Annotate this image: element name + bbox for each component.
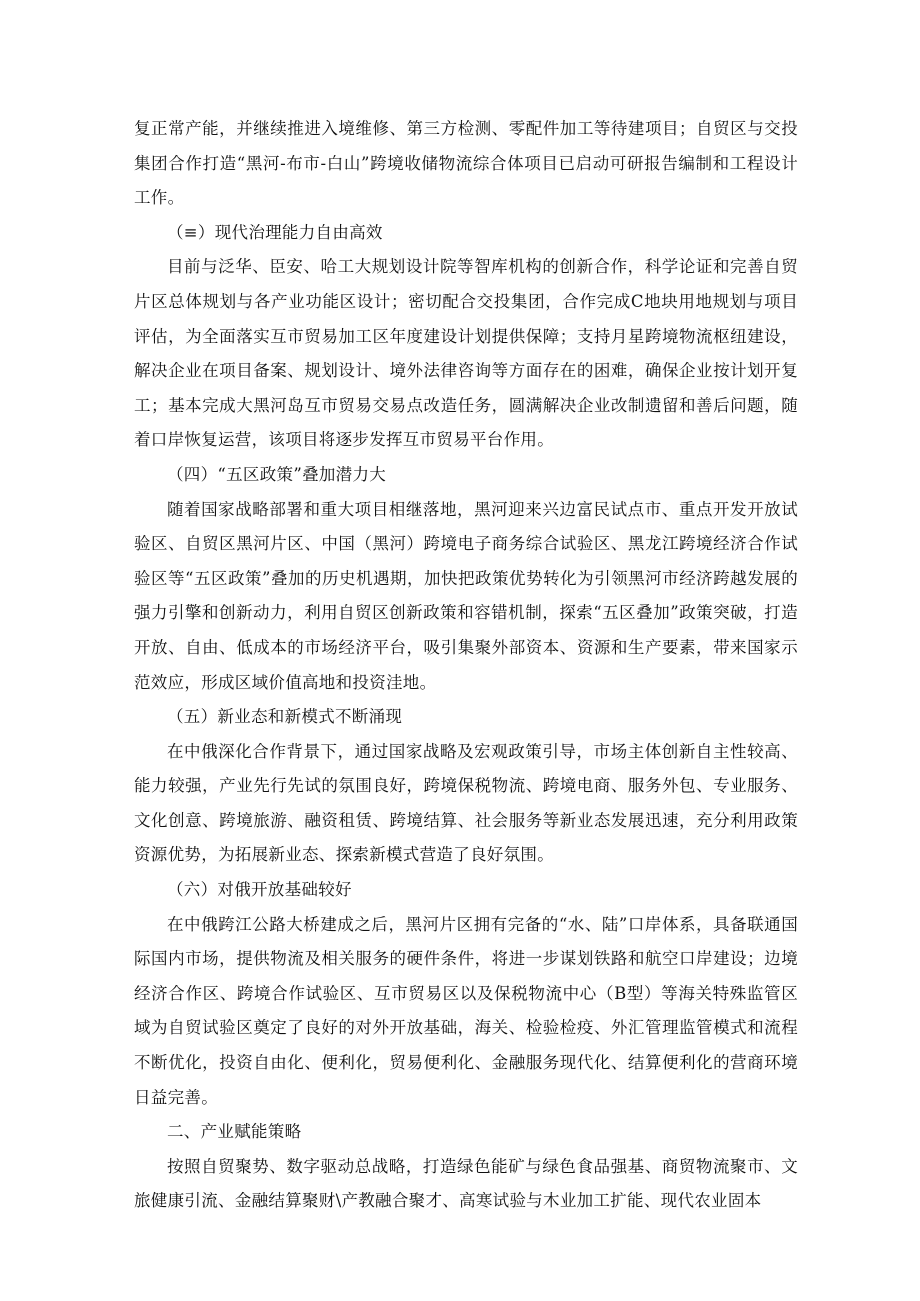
paragraph-continuation: 复正常产能，并继续推进入境维修、第三方检测、零配件加工等待建项目；自贸区与交投集团合作打造“黑河-布市-白山”跨境收储物流综合体项目已启动可研报告编制和工程设计工作。 (134, 119, 798, 208)
paragraph-governance: 目前与泛华、臣安、哈工大规划设计院等智库机构的创新合作，科学论证和完善自贸片区总体规划与各产业功能区设计；密切配合交投集团，合作完成C地块用地规划与项目评估，为全面落实互市贸易加工区年度建设计划提供保障；支持月星跨境物流枢纽建设，解决企业在项目备案、规划设计、境外法律咨询等方面存在的困难，确保企业按计划开复工；基本完成大黑河岛互市贸易交易点改造任务，圆满解决企业改制遗留和善后问题，随着口岸恢复运营，该项目将逐步发挥互市贸易平台作用。 (134, 257, 798, 450)
section-heading-five-zones: （四）“五区政策”叠加潜力大 (167, 464, 387, 484)
section-heading-new-business: （五）新业态和新模式不断涌现 (167, 707, 403, 727)
paragraph-industry-strategy: 按照自贸聚势、数字驱动总战略，打造绿色能矿与绿色食品强基、商贸物流聚市、文旅健康引流、金融结算聚财\产教融合聚才、高寒试验与木业加工扩能、现代农业固本 (134, 1156, 798, 1211)
paragraph-russia-opening: 在中俄跨江公路大桥建成之后，黑河片区拥有完备的“水、陆”口岸体系，具备联通国际国内市场，提供物流及相关服务的硬件条件，将进一步谋划铁路和航空口岸建设；边境经济合作区、跨境合作试验区、互市贸易区以及保税物流中心（B型）等海关特殊监管区域为自贸试验区奠定了良好的对外开放基础，海关、检验检疫、外汇管理监管模式和流程不断优化，投资自由化、便利化，贸易便利化、金融服务现代化、结算便利化的营商环境日益完善。 (134, 914, 798, 1107)
paragraph-five-zones: 随着国家战略部署和重大项目相继落地，黑河迎来兴边富民试点市、重点开发开放试验区、自贸区黑河片区、中国（黑河）跨境电子商务综合试验区、黑龙江跨境经济合作试验区等“五区政策”叠加的历史机遇期，加快把政策优势转化为引领黑河市经济跨越发展的强力引擎和创新动力，利用自贸区创新政策和容错机制，探索“五区叠加”政策突破，打造开放、自由、低成本的市场经济平台，吸引集聚外部资本、资源和生产要素，带来国家示范效应，形成区域价值高地和投资洼地。 (134, 499, 798, 692)
section-heading-russia-opening: （六）对俄开放基础较好 (167, 880, 352, 900)
document-body (134, 112, 798, 1219)
section-heading-governance: （≡）现代治理能力自由高效 (167, 222, 383, 242)
section-heading-industry-strategy: 二、产业赋能策略 (167, 1122, 302, 1142)
paragraph-new-business: 在中俄深化合作背景下，通过国家战略及宏观政策引导，市场主体创新自主性较高、能力较强，产业先行先试的氛围良好，跨境保税物流、跨境电商、服务外包、专业服务、文化创意、跨境旅游、融资租赁、跨境结算、社会服务等新业态发展迅速，充分利用政策资源优势，为拓展新业态、探索新模式营造了良好氛围。 (134, 741, 798, 865)
